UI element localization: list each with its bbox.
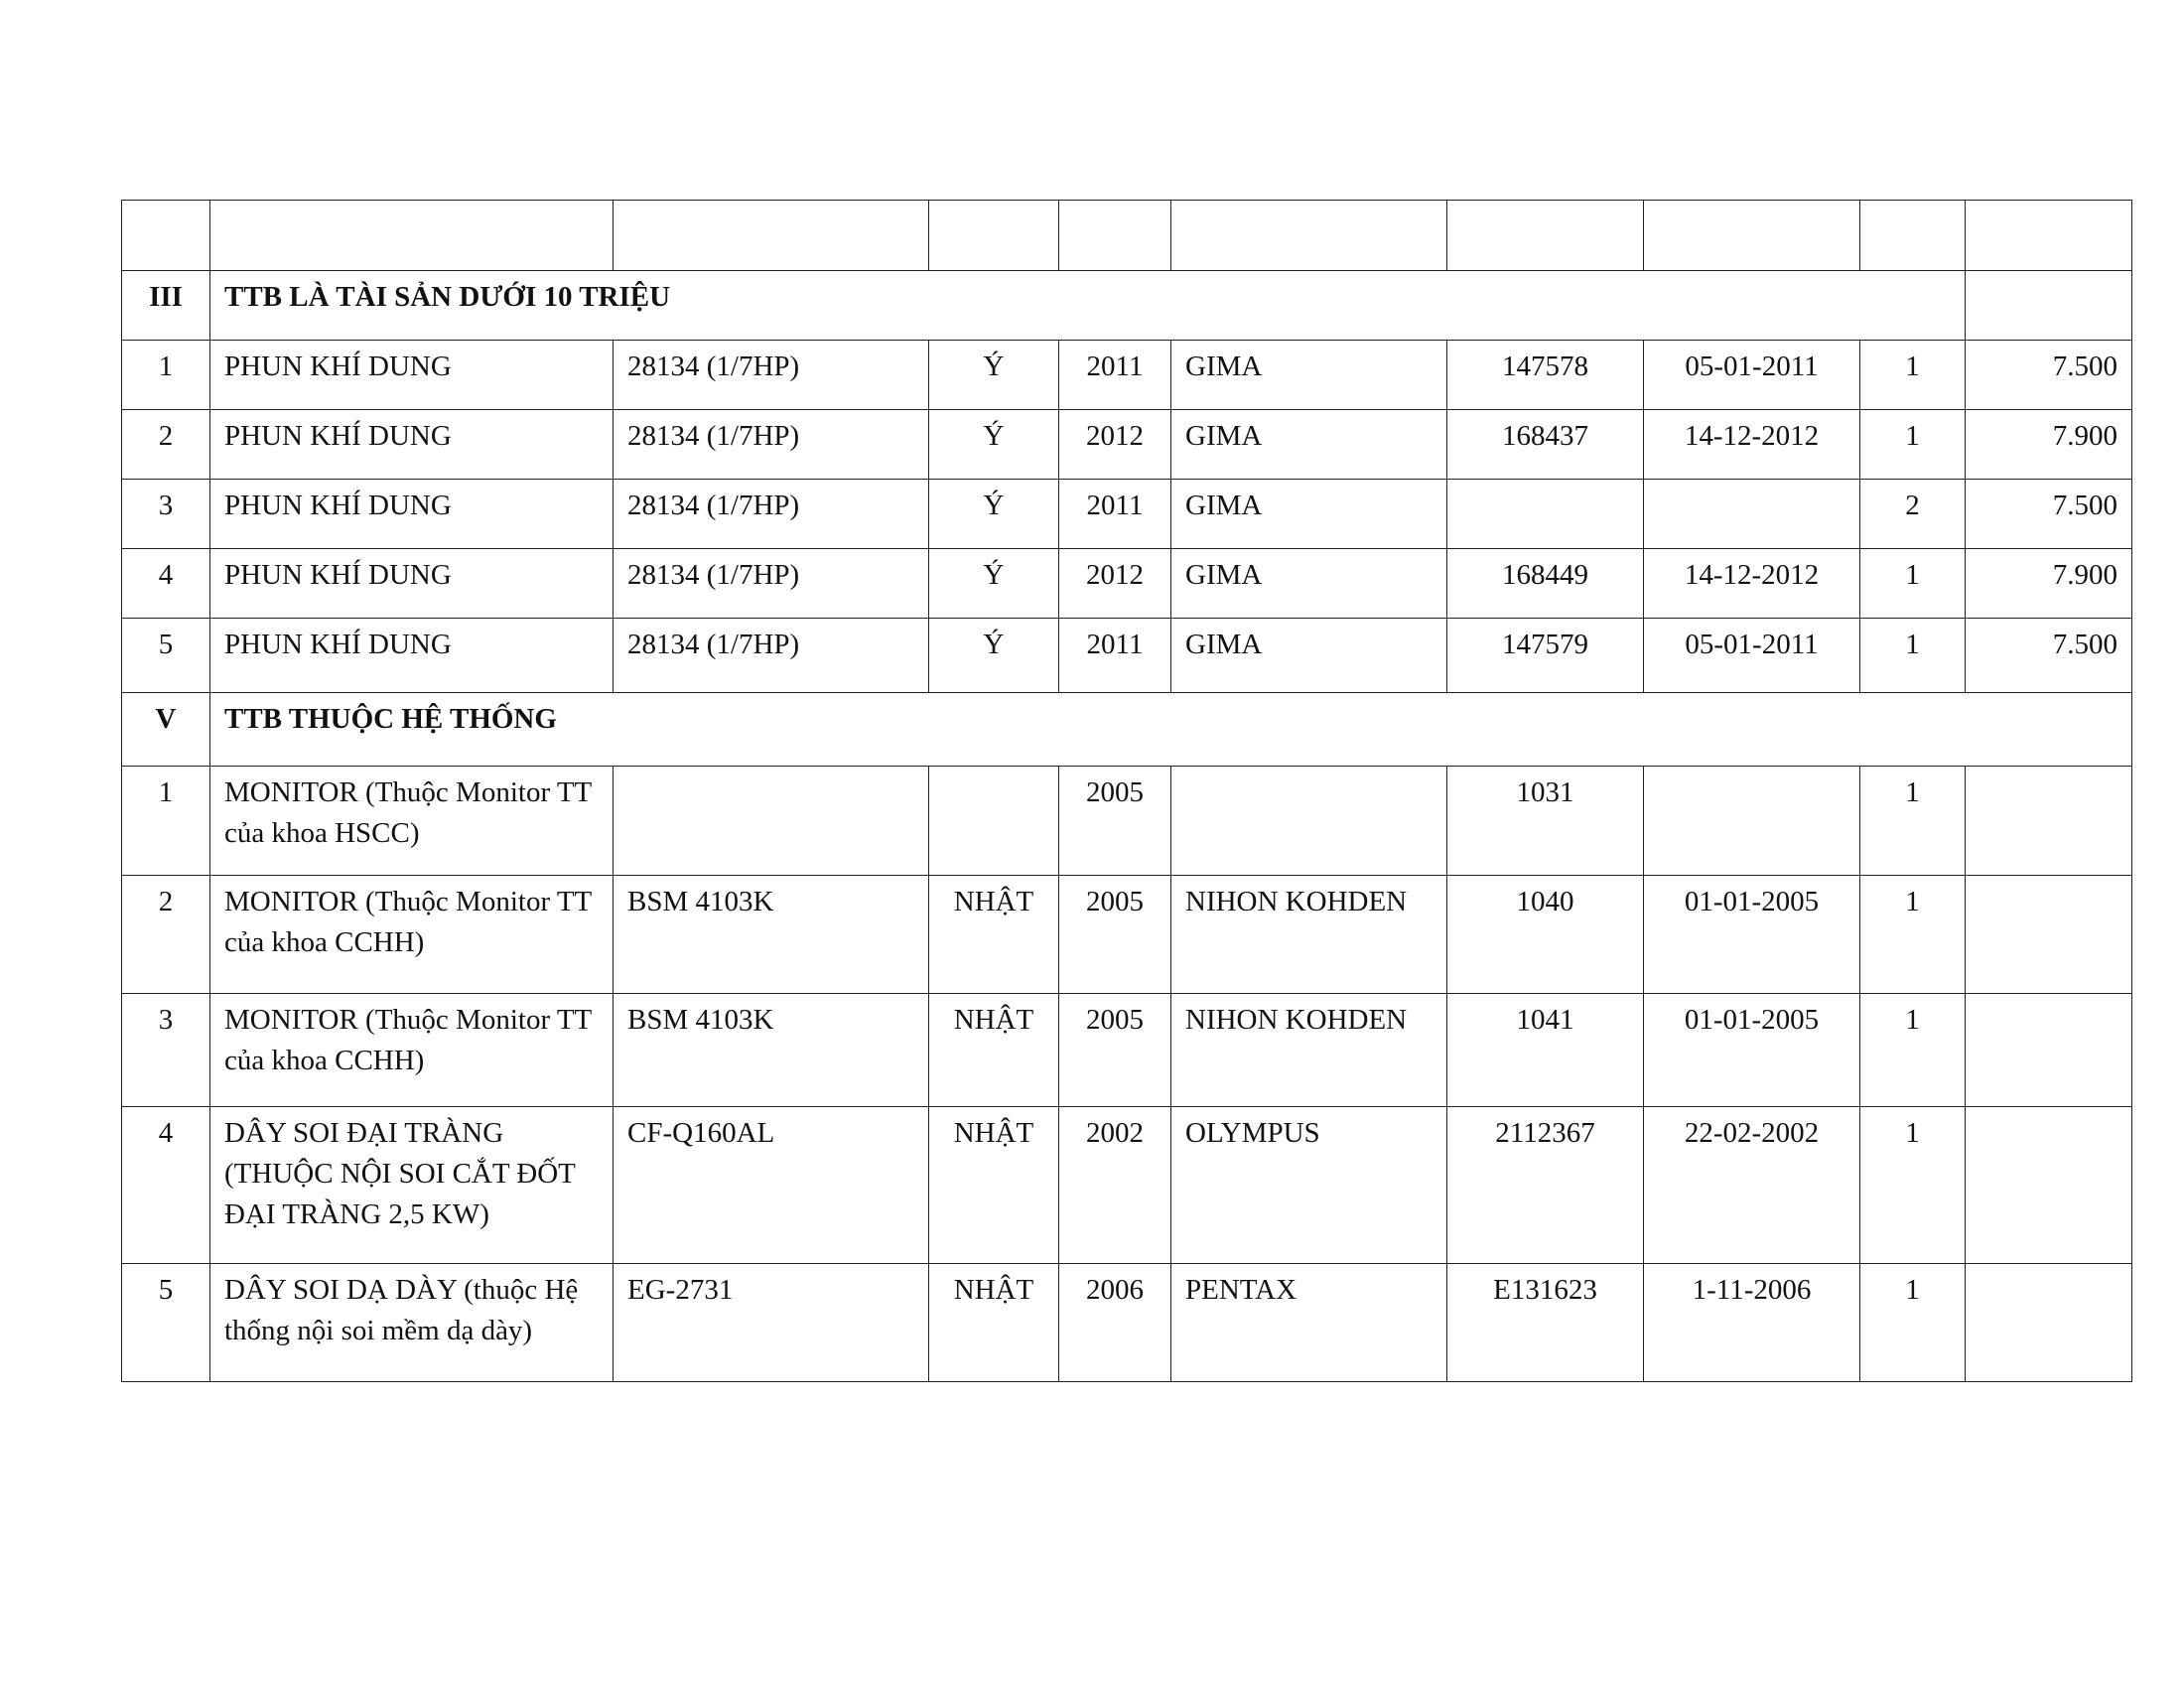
maker-cell: NIHON KOHDEN	[1171, 994, 1447, 1107]
serial-cell: 1041	[1447, 994, 1644, 1107]
origin-cell: Ý	[929, 549, 1059, 619]
section-header-row	[122, 693, 2132, 767]
maker-cell	[1171, 767, 1447, 876]
stt-cell: 1	[122, 341, 210, 410]
model-cell: BSM 4103K	[614, 876, 929, 994]
qty-cell: 1	[1860, 410, 1966, 480]
year-cell: 2005	[1059, 994, 1171, 1107]
table-row	[122, 619, 2132, 693]
value-cell	[1966, 1264, 2132, 1382]
maker-cell: GIMA	[1171, 549, 1447, 619]
table-cell	[210, 201, 614, 271]
name-cell: DÂY SOI ĐẠI TRÀNG (THUỘC NỘI SOI CẮT ĐỐT ĐẠI TRÀNG 2,5 KW)	[210, 1107, 614, 1264]
maker-cell: PENTAX	[1171, 1264, 1447, 1382]
maker-cell: NIHON KOHDEN	[1171, 876, 1447, 994]
name-cell: MONITOR (Thuộc Monitor TT của khoa HSCC)	[210, 767, 614, 876]
origin-cell	[929, 767, 1059, 876]
model-cell: EG-2731	[614, 1264, 929, 1382]
table-cell	[1059, 201, 1171, 271]
model-cell: CF-Q160AL	[614, 1107, 929, 1264]
qty-cell: 1	[1860, 994, 1966, 1107]
date-cell: 14-12-2012	[1644, 410, 1860, 480]
section-header-row	[122, 271, 2132, 341]
serial-cell: 2112367	[1447, 1107, 1644, 1264]
year-cell: 2002	[1059, 1107, 1171, 1264]
table-row	[122, 876, 2132, 994]
qty-cell: 1	[1860, 1107, 1966, 1264]
table-row	[122, 480, 2132, 549]
qty-cell: 1	[1860, 619, 1966, 693]
serial-cell: 1031	[1447, 767, 1644, 876]
date-cell: 14-12-2012	[1644, 549, 1860, 619]
maker-cell: GIMA	[1171, 341, 1447, 410]
origin-cell: NHẬT	[929, 1264, 1059, 1382]
table-cell	[929, 201, 1059, 271]
date-cell: 05-01-2011	[1644, 341, 1860, 410]
table-row	[122, 1107, 2132, 1264]
value-cell	[1966, 994, 2132, 1107]
year-cell: 2011	[1059, 341, 1171, 410]
section-code: V	[122, 693, 210, 767]
year-cell: 2005	[1059, 876, 1171, 994]
serial-cell: 168437	[1447, 410, 1644, 480]
name-cell: PHUN KHÍ DUNG	[210, 410, 614, 480]
table-row	[122, 410, 2132, 480]
value-cell	[1966, 1107, 2132, 1264]
section-code: III	[122, 271, 210, 341]
origin-cell: Ý	[929, 341, 1059, 410]
stt-cell: 5	[122, 619, 210, 693]
serial-cell: E131623	[1447, 1264, 1644, 1382]
date-cell: 22-02-2002	[1644, 1107, 1860, 1264]
section-title: TTB LÀ TÀI SẢN DƯỚI 10 TRIỆU	[210, 271, 1966, 341]
table-row	[122, 767, 2132, 876]
table-cell	[614, 201, 929, 271]
section-title: TTB THUỘC HỆ THỐNG	[210, 693, 2132, 767]
empty-header-row	[122, 201, 2132, 271]
maker-cell: GIMA	[1171, 480, 1447, 549]
stt-cell: 4	[122, 549, 210, 619]
maker-cell: OLYMPUS	[1171, 1107, 1447, 1264]
year-cell: 2011	[1059, 480, 1171, 549]
serial-cell: 168449	[1447, 549, 1644, 619]
table-cell	[1966, 271, 2132, 341]
table-row	[122, 549, 2132, 619]
stt-cell: 2	[122, 876, 210, 994]
qty-cell: 1	[1860, 341, 1966, 410]
name-cell: DÂY SOI DẠ DÀY (thuộc Hệ thống nội soi mềm dạ dày)	[210, 1264, 614, 1382]
qty-cell: 1	[1860, 549, 1966, 619]
stt-cell: 3	[122, 480, 210, 549]
serial-cell: 147579	[1447, 619, 1644, 693]
year-cell: 2006	[1059, 1264, 1171, 1382]
name-cell: MONITOR (Thuộc Monitor TT của khoa CCHH)	[210, 876, 614, 994]
year-cell: 2011	[1059, 619, 1171, 693]
model-cell: 28134 (1/7HP)	[614, 480, 929, 549]
date-cell	[1644, 767, 1860, 876]
value-cell	[1966, 876, 2132, 994]
value-cell: 7.500	[1966, 341, 2132, 410]
value-cell: 7.900	[1966, 549, 2132, 619]
qty-cell: 1	[1860, 876, 1966, 994]
table-cell	[1171, 201, 1447, 271]
serial-cell: 1040	[1447, 876, 1644, 994]
serial-cell	[1447, 480, 1644, 549]
model-cell	[614, 767, 929, 876]
table-cell	[1966, 201, 2132, 271]
table-row	[122, 341, 2132, 410]
qty-cell: 1	[1860, 767, 1966, 876]
qty-cell: 1	[1860, 1264, 1966, 1382]
date-cell: 05-01-2011	[1644, 619, 1860, 693]
name-cell: PHUN KHÍ DUNG	[210, 341, 614, 410]
model-cell: 28134 (1/7HP)	[614, 341, 929, 410]
table-cell	[1447, 201, 1644, 271]
year-cell: 2012	[1059, 549, 1171, 619]
value-cell: 7.900	[1966, 410, 2132, 480]
model-cell: BSM 4103K	[614, 994, 929, 1107]
origin-cell: NHẬT	[929, 1107, 1059, 1264]
stt-cell: 5	[122, 1264, 210, 1382]
table-row	[122, 1264, 2132, 1382]
stt-cell: 3	[122, 994, 210, 1107]
model-cell: 28134 (1/7HP)	[614, 549, 929, 619]
date-cell: 01-01-2005	[1644, 994, 1860, 1107]
serial-cell: 147578	[1447, 341, 1644, 410]
year-cell: 2005	[1059, 767, 1171, 876]
origin-cell: Ý	[929, 410, 1059, 480]
date-cell: 01-01-2005	[1644, 876, 1860, 994]
table-cell	[1860, 201, 1966, 271]
stt-cell: 1	[122, 767, 210, 876]
value-cell	[1966, 767, 2132, 876]
model-cell: 28134 (1/7HP)	[614, 619, 929, 693]
name-cell: PHUN KHÍ DUNG	[210, 549, 614, 619]
table-row	[122, 994, 2132, 1107]
name-cell: PHUN KHÍ DUNG	[210, 480, 614, 549]
equipment-table	[121, 200, 2132, 1382]
table-cell	[122, 201, 210, 271]
table-cell	[1644, 201, 1860, 271]
origin-cell: Ý	[929, 480, 1059, 549]
stt-cell: 2	[122, 410, 210, 480]
model-cell: 28134 (1/7HP)	[614, 410, 929, 480]
year-cell: 2012	[1059, 410, 1171, 480]
origin-cell: NHẬT	[929, 876, 1059, 994]
date-cell	[1644, 480, 1860, 549]
stt-cell: 4	[122, 1107, 210, 1264]
origin-cell: Ý	[929, 619, 1059, 693]
origin-cell: NHẬT	[929, 994, 1059, 1107]
name-cell: MONITOR (Thuộc Monitor TT của khoa CCHH)	[210, 994, 614, 1107]
value-cell: 7.500	[1966, 619, 2132, 693]
qty-cell: 2	[1860, 480, 1966, 549]
value-cell: 7.500	[1966, 480, 2132, 549]
date-cell: 1-11-2006	[1644, 1264, 1860, 1382]
maker-cell: GIMA	[1171, 410, 1447, 480]
maker-cell: GIMA	[1171, 619, 1447, 693]
name-cell: PHUN KHÍ DUNG	[210, 619, 614, 693]
